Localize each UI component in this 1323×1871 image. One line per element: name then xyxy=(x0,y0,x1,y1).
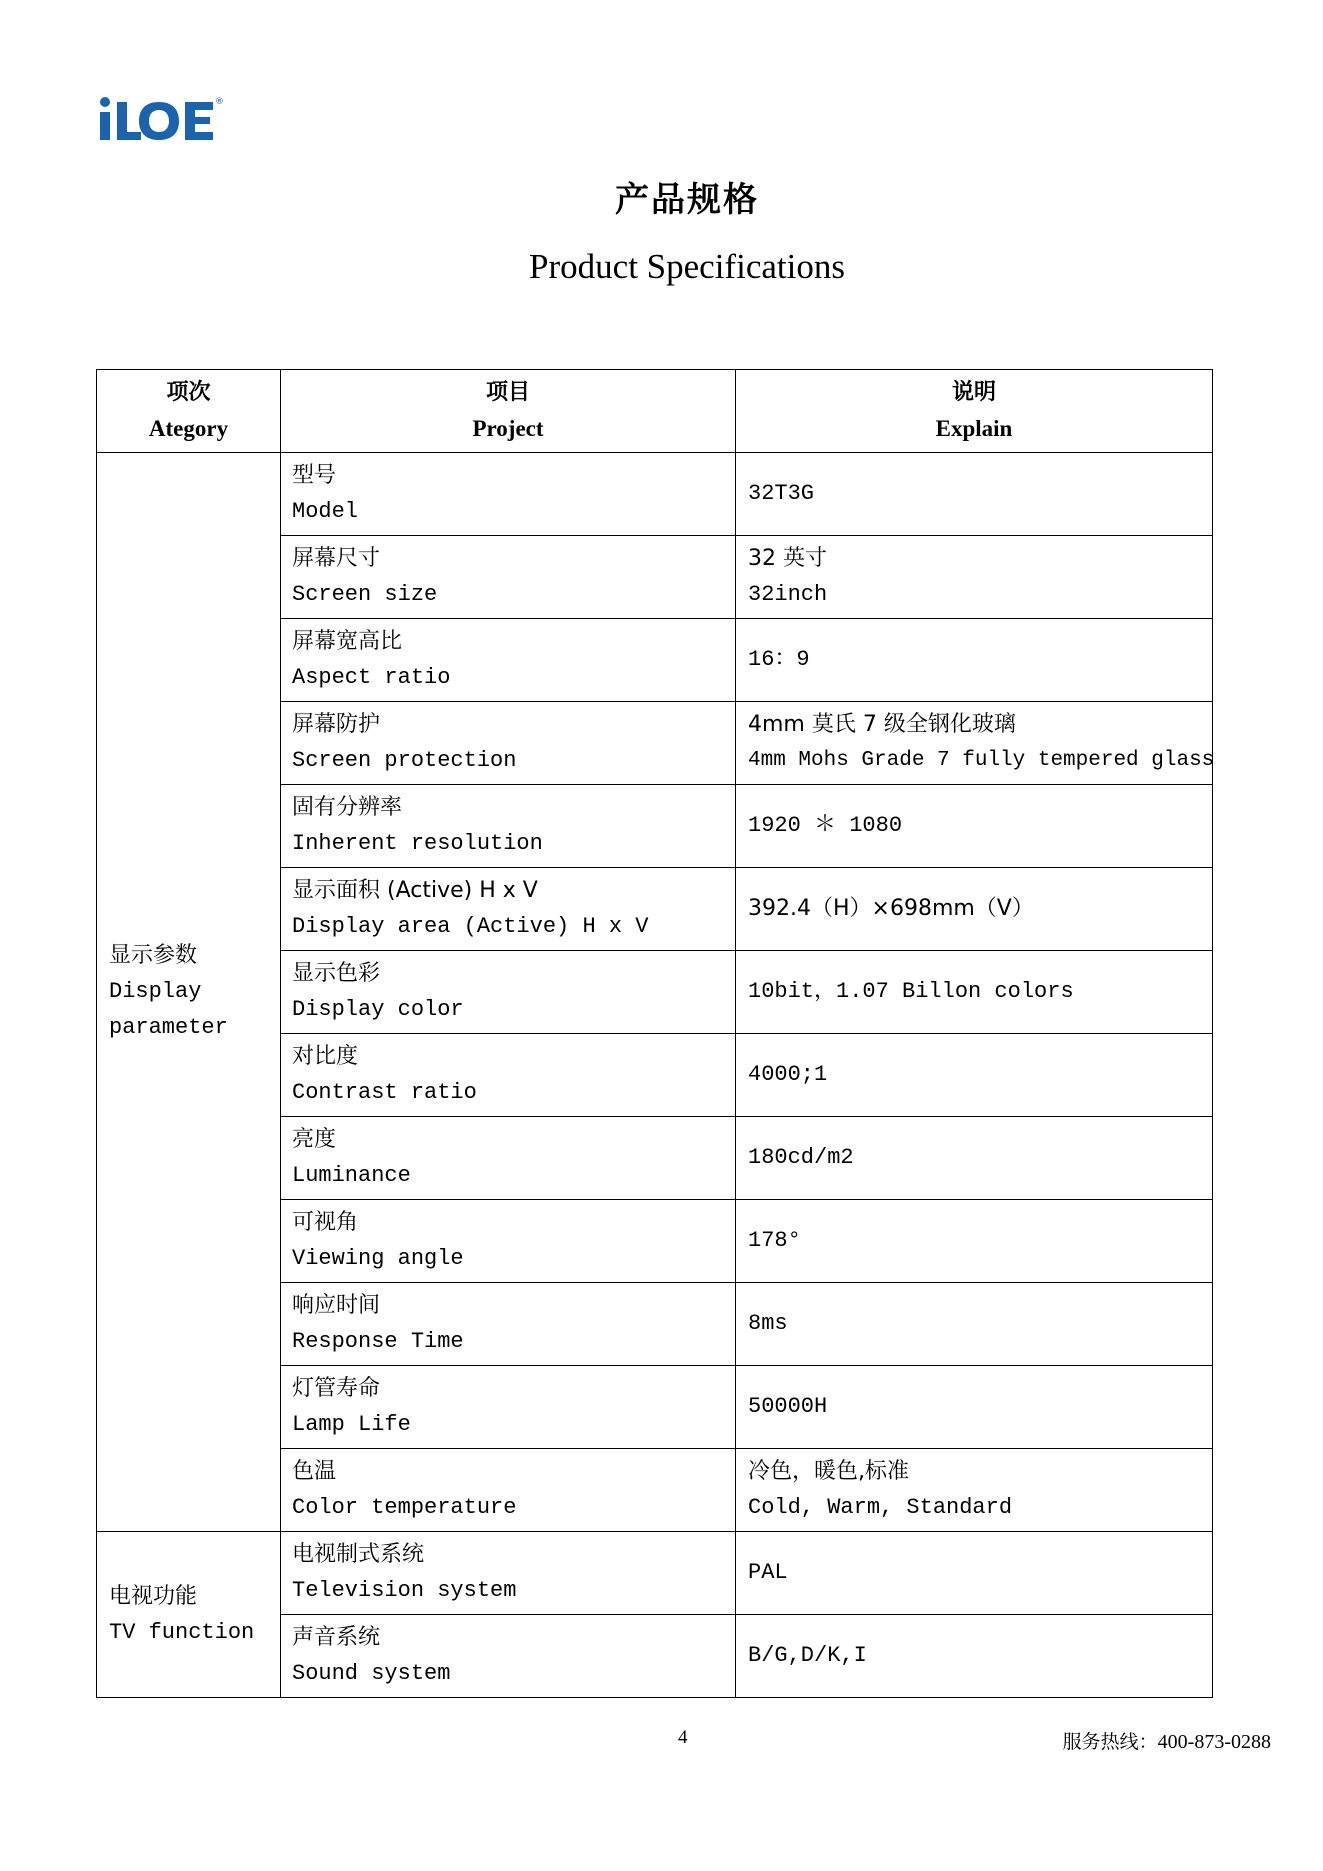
explain-cell: 50000H xyxy=(736,1366,1213,1449)
table-row xyxy=(97,1532,1213,1615)
table-header-row xyxy=(97,370,1213,453)
project-cell: 亮度 Luminance xyxy=(281,1117,736,1200)
spec-table xyxy=(96,369,1213,1698)
project-cell: 响应时间 Response Time xyxy=(281,1283,736,1366)
explain-cell: 16：9 xyxy=(736,619,1213,702)
logo-dot xyxy=(100,97,110,107)
logo-o xyxy=(139,102,179,140)
explain-cell: 1920 ＊ 1080 xyxy=(736,785,1213,868)
explain-cell: 8ms xyxy=(736,1283,1213,1366)
logo-e xyxy=(185,102,213,140)
page-title-en: Product Specifications xyxy=(529,247,845,286)
explain-cell: 392.4（H）×698mm（V） xyxy=(736,868,1213,951)
project-cell: 色温 Color temperature xyxy=(281,1449,736,1532)
explain-cell: PAL xyxy=(736,1532,1213,1615)
category-tv-function: 电视功能 TV function xyxy=(97,1532,281,1698)
explain-cell: 32 英寸 32inch xyxy=(736,536,1213,619)
header-project: 项目 Project xyxy=(281,370,736,453)
hotline-number: 400-873-0288 xyxy=(1157,1731,1271,1753)
project-cell: 显示面积 (Active) H x V Display area (Active) H x V xyxy=(281,868,736,951)
explain-cell: 冷色，暖色,标准 Cold, Warm, Standard xyxy=(736,1449,1213,1532)
project-cell: 灯管寿命 Lamp Life xyxy=(281,1366,736,1449)
project-cell: 对比度 Contrast ratio xyxy=(281,1034,736,1117)
project-cell: 电视制式系统 Television system xyxy=(281,1532,736,1615)
brand-logo xyxy=(97,94,227,150)
page-number: 4 xyxy=(678,1727,688,1748)
explain-cell: 180cd/m2 xyxy=(736,1117,1213,1200)
page-title-cn: 产品规格 xyxy=(615,180,759,220)
project-cell: 屏幕尺寸 Screen size xyxy=(281,536,736,619)
project-cell: 可视角 Viewing angle xyxy=(281,1200,736,1283)
explain-cell: B/G,D/K,I xyxy=(736,1615,1213,1698)
table-row xyxy=(97,453,1213,536)
project-cell: 显示色彩 Display color xyxy=(281,951,736,1034)
header-explain: 说明 Explain xyxy=(736,370,1213,453)
project-cell: 屏幕防护 Screen protection xyxy=(281,702,736,785)
hotline-label: 服务热线： xyxy=(1062,1731,1158,1753)
explain-cell: 32T3G xyxy=(736,453,1213,536)
explain-cell: 4mm 莫氏 7 级全钢化玻璃 4mm Mohs Grade 7 fully tempered glass xyxy=(736,702,1213,785)
logo-i-stem xyxy=(100,112,110,140)
explain-cell: 4000;1 xyxy=(736,1034,1213,1117)
header-category: 项次 Ategory xyxy=(97,370,281,453)
service-hotline xyxy=(1063,1727,1271,1754)
logo-l xyxy=(117,102,141,140)
project-cell: 声音系统 Sound system xyxy=(281,1615,736,1698)
project-cell: 固有分辨率 Inherent resolution xyxy=(281,785,736,868)
project-cell: 型号 Model xyxy=(281,453,736,536)
logo-registered-mark: ® xyxy=(215,97,224,107)
explain-cell: 178° xyxy=(736,1200,1213,1283)
category-display-parameter: 显示参数 Display parameter xyxy=(97,453,281,1532)
project-cell: 屏幕宽高比 Aspect ratio xyxy=(281,619,736,702)
explain-cell: 10bit，1.07 Billon colors xyxy=(736,951,1213,1034)
